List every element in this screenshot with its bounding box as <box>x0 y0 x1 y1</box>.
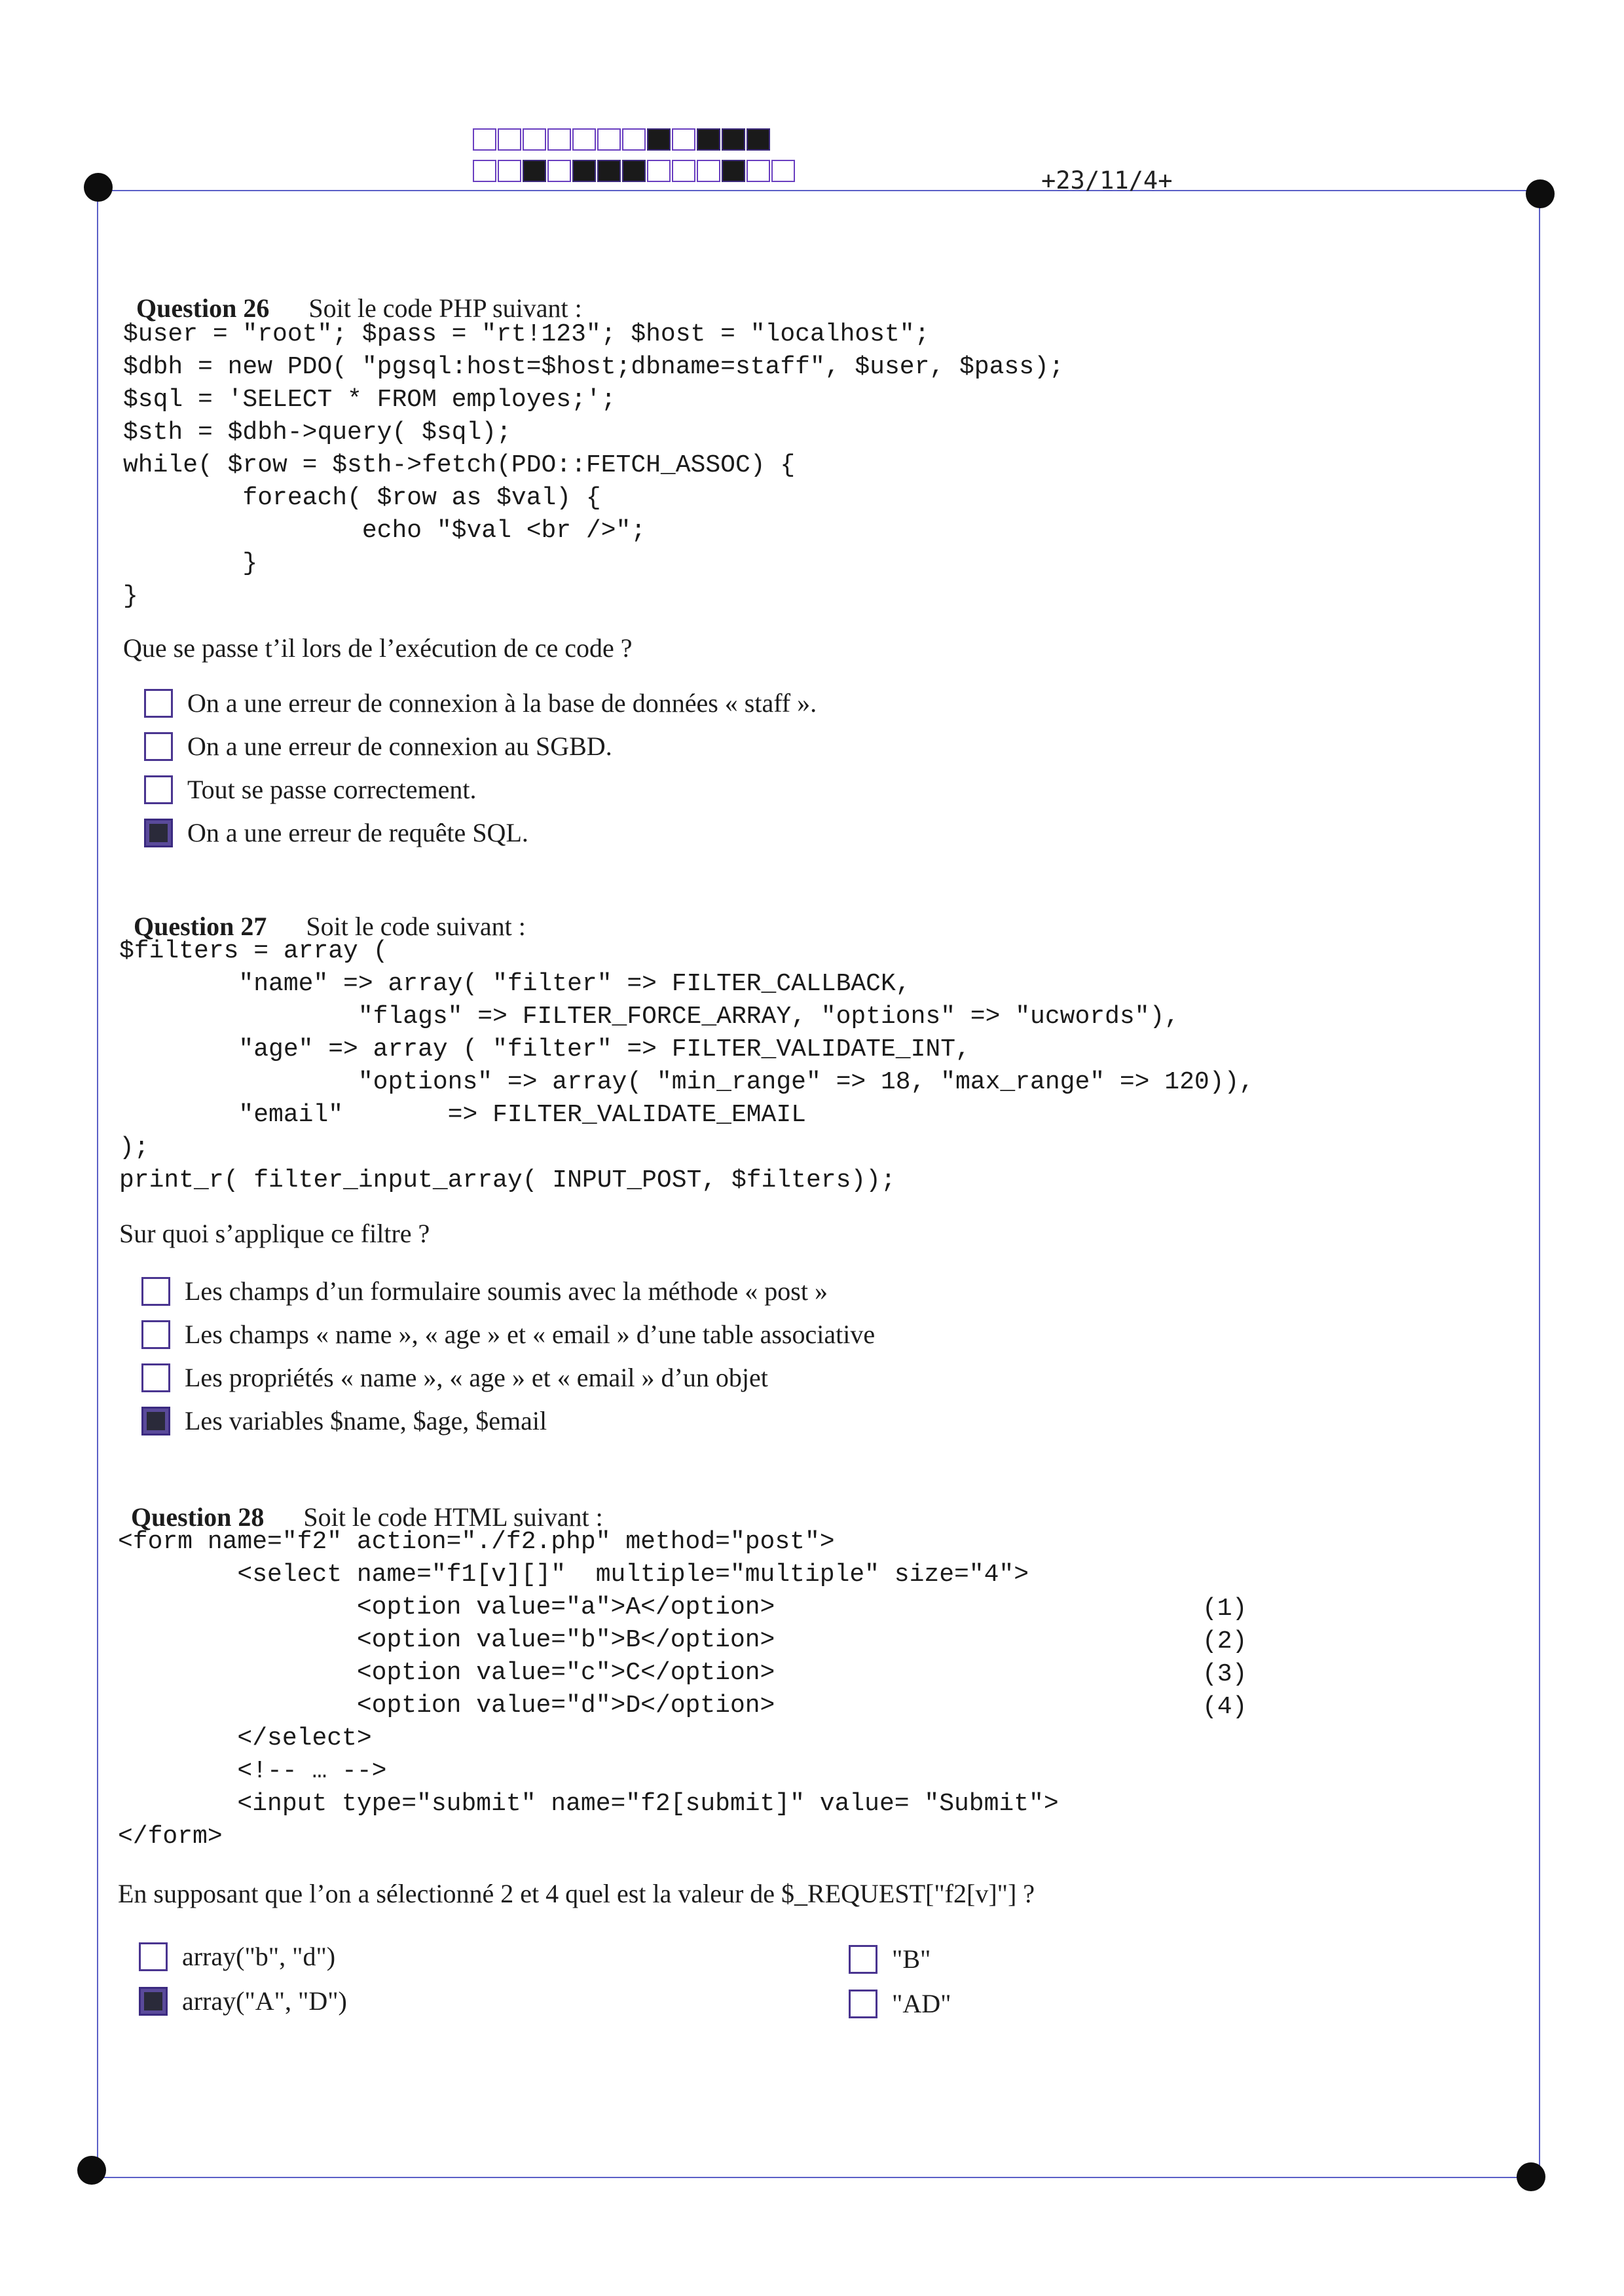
q26-question: Que se passe t’il lors de l’exécution de ce code ? <box>123 633 633 663</box>
q26-intro: Soit le code PHP suivant : <box>308 293 582 323</box>
barcode-top-cell <box>622 128 646 151</box>
q27-option-4-label: Les variables $name, $age, $email <box>185 1406 547 1435</box>
q26-label: Question 26 <box>136 293 270 323</box>
q28-intro: Soit le code HTML suivant : <box>303 1502 603 1532</box>
q27-option-3-checkbox[interactable] <box>141 1363 170 1392</box>
corner-mark-bottom-right <box>1517 2162 1545 2191</box>
q27-intro: Soit le code suivant : <box>306 912 526 941</box>
corner-mark-bottom-left <box>77 2156 106 2185</box>
page-id: +23/11/4+ <box>1041 166 1173 194</box>
q26-option-1-checkbox[interactable] <box>144 689 173 718</box>
q27-option-4-checkbox[interactable] <box>141 1407 170 1435</box>
q27-option-4[interactable] <box>141 1405 547 1436</box>
barcode-bottom-cell <box>622 160 646 182</box>
q28-line-number-4: (4) <box>1202 1693 1247 1721</box>
q27-question: Sur quoi s’applique ce filtre ? <box>119 1219 430 1248</box>
barcode-bottom-cell <box>722 160 745 182</box>
barcode-top-cell <box>498 128 521 151</box>
barcode-bottom-cell <box>597 160 621 182</box>
barcode-bottom-cell <box>647 160 671 182</box>
barcode-top-cell <box>672 128 695 151</box>
corner-mark-top-left <box>84 173 113 202</box>
q27-option-3-label: Les propriétés « name », « age » et « email » d’un objet <box>185 1363 768 1392</box>
barcode-top-cell <box>597 128 621 151</box>
barcode-bottom-cell <box>523 160 546 182</box>
barcode-bottom-cell <box>771 160 795 182</box>
barcode-bottom-cell <box>697 160 720 182</box>
q28-option-2-label: "B" <box>892 1944 931 1974</box>
q26-option-2-label: On a une erreur de connexion au SGBD. <box>187 731 612 761</box>
barcode-top-cell <box>647 128 671 151</box>
barcode-top-cell <box>572 128 596 151</box>
q26-header <box>123 262 582 324</box>
q26-option-2[interactable] <box>144 731 612 762</box>
barcode-top-cell <box>473 128 496 151</box>
q28-option-4-label: "AD" <box>892 1989 951 2018</box>
q26-option-2-checkbox[interactable] <box>144 732 173 761</box>
q28-option-4[interactable] <box>849 1988 951 2019</box>
q26-option-3-checkbox[interactable] <box>144 775 173 804</box>
q26-option-3-label: Tout se passe correctement. <box>187 775 477 804</box>
q27-code-block: $filters = array ( "name" => array( "filter" => FILTER_CALLBACK, "flags" => FILTER_FORCE_ARRAY, "options" => "ucwords"), "age" => array ( "filter" => FILTER_VALIDATE_INT, "options" => array( "min_range" => 18, "max_range" => 120)), "email" => FILTER_VALIDATE_EMAIL ); print_r( filter_input_array( INPUT_POST, $filters)); <box>119 937 1255 1194</box>
q27-option-2-checkbox[interactable] <box>141 1320 170 1349</box>
barcode-bottom-cell <box>473 160 496 182</box>
barcode-bottom-cell <box>672 160 695 182</box>
barcode-top-row <box>473 128 771 153</box>
barcode-bottom-cell <box>747 160 770 182</box>
q28-option-3-checkbox[interactable] <box>139 1987 168 2016</box>
q28-line-number-3: (3) <box>1202 1660 1247 1688</box>
barcode-bottom-cell <box>572 160 596 182</box>
barcode-bottom-row <box>473 160 796 185</box>
q27-option-2[interactable] <box>141 1319 875 1350</box>
barcode-top-cell <box>722 128 745 151</box>
q28-option-2[interactable] <box>849 1944 931 1974</box>
barcode-top-cell <box>547 128 571 151</box>
q28-option-1[interactable] <box>139 1941 335 1972</box>
q28-option-1-checkbox[interactable] <box>139 1942 168 1971</box>
q27-option-2-label: Les champs « name », « age » et « email » d’une table associative <box>185 1320 876 1349</box>
q28-option-1-label: array("b", "d") <box>182 1942 336 1971</box>
corner-mark-top-right <box>1526 179 1555 208</box>
q27-header <box>120 880 526 942</box>
q28-option-3[interactable] <box>139 1986 347 2016</box>
q26-option-3[interactable] <box>144 774 476 805</box>
q28-option-4-checkbox[interactable] <box>849 1990 877 2018</box>
q28-question: En supposant que l’on a sélectionné 2 et 4 quel est la valeur de $_REQUEST["f2[v]"] ? <box>118 1879 1035 1908</box>
q26-option-4-checkbox[interactable] <box>144 819 173 847</box>
barcode-top-cell <box>523 128 546 151</box>
q28-line-number-1: (1) <box>1202 1595 1247 1623</box>
q28-option-3-label: array("A", "D") <box>182 1986 347 2016</box>
q27-option-1-checkbox[interactable] <box>141 1277 170 1306</box>
q28-label: Question 28 <box>131 1502 265 1532</box>
q27-option-3[interactable] <box>141 1362 768 1393</box>
q27-option-1[interactable] <box>141 1276 828 1306</box>
barcode-top-cell <box>697 128 720 151</box>
q26-option-1[interactable] <box>144 688 817 718</box>
q27-label: Question 27 <box>134 912 267 941</box>
q26-code-block: $user = "root"; $pass = "rt!123"; $host = "localhost"; $dbh = new PDO( "pgsql:host=$host;dbname=staff", $user, $pass); $sql = 'SELECT * FROM employes;'; $sth = $dbh->query( $sql); while( $row = $sth->fetch(PDO::FETCH_ASSOC) { foreach( $row as $val) { echo "$val <br />"; } } <box>123 320 1064 610</box>
barcode-bottom-cell <box>547 160 571 182</box>
q28-code-block: <form name="f2" action="./f2.php" method="post"> <select name="f1[v][]" multiple="multiple" size="4"> <option value="a">A</option> <option value="b">B</option> <option value="c">C</option> <option value="d">D</option> </select> <!-- … --> <input type="submit" name="f2[submit]" value= "Submit"> </form> <box>118 1528 1059 1851</box>
barcode-top-cell <box>747 128 770 151</box>
q26-option-1-label: On a une erreur de connexion à la base de données « staff ». <box>187 688 817 718</box>
q28-option-2-checkbox[interactable] <box>849 1945 877 1974</box>
q26-option-4[interactable] <box>144 817 528 848</box>
q26-option-4-label: On a une erreur de requête SQL. <box>187 818 528 847</box>
q28-header <box>118 1471 603 1532</box>
q27-option-1-label: Les champs d’un formulaire soumis avec la méthode « post » <box>185 1276 828 1306</box>
q28-line-number-2: (2) <box>1202 1627 1247 1656</box>
barcode-bottom-cell <box>498 160 521 182</box>
